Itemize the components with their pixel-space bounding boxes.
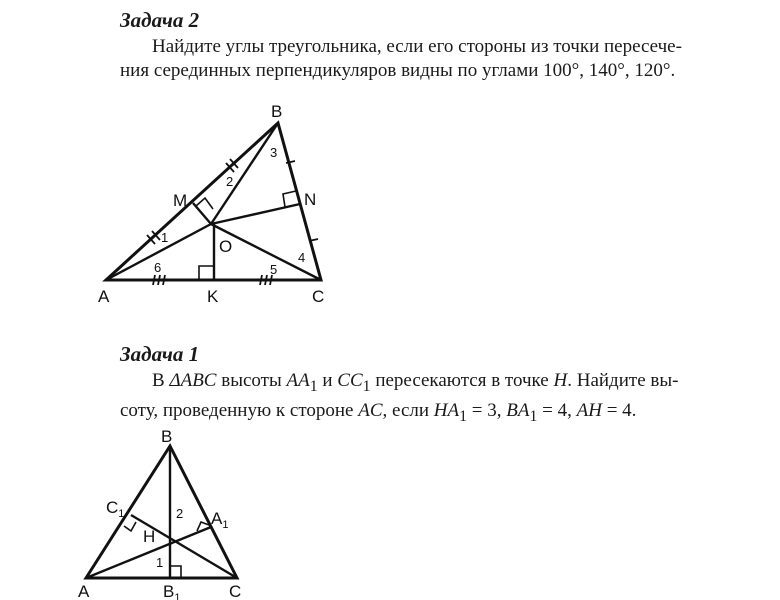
right-angle-mark-c1 (124, 522, 136, 531)
text-fragment: = 3, (467, 399, 507, 421)
text-fragment: . Найдите вы- (567, 370, 679, 391)
right-angle-mark-b1 (170, 566, 181, 578)
subscript: 1 (362, 377, 371, 395)
label-vertex-b: B (271, 102, 283, 121)
label-point-h: H (143, 527, 156, 546)
segment-ha1: HA (433, 399, 460, 421)
text-fragment: , если (382, 399, 434, 421)
subscript: 1 (459, 407, 468, 425)
problem-2-line-2: ния серединных перпендикуляров видны по углами 100°, 140°, 120°. (120, 60, 676, 81)
label-vertex-a: A (98, 287, 110, 306)
label-angle-1: 1 (156, 555, 164, 570)
problem-2-title: Задача 2 (120, 8, 200, 32)
label-angle-1: 1 (161, 230, 169, 245)
label-angle-3: 3 (270, 145, 278, 160)
label-point-m: M (173, 191, 188, 210)
label-angle-4: 4 (298, 250, 306, 265)
segment-cc1: CC (337, 370, 363, 391)
label-point-a1: $A_1$ (211, 509, 229, 531)
label-angle-2: 2 (226, 174, 234, 189)
text-fragment: и (317, 370, 338, 391)
label-point-o: O (219, 237, 233, 256)
label-angle-2: 2 (176, 506, 184, 521)
label-vertex-c: C (229, 582, 242, 600)
label-angle-5: 5 (270, 262, 278, 277)
triangle-abc-notation: ΔABC (169, 370, 217, 391)
text-fragment: = 4, (537, 399, 577, 421)
label-point-b1: $B_1$ (163, 582, 181, 600)
text-fragment: В (152, 370, 170, 391)
label-vertex-c: C (312, 287, 325, 306)
side-ac-notation: AC (358, 399, 383, 421)
segment-ah: AH (576, 399, 602, 421)
problem-1-title: Задача 1 (120, 342, 200, 366)
point-h-notation: H (553, 370, 568, 391)
label-point-n: N (304, 190, 317, 209)
problem-2-line-1: Найдите углы треугольника, если его стороны из точки пересече- (152, 36, 682, 57)
label-angle-6: 6 (154, 260, 162, 275)
label-vertex-b: B (161, 427, 173, 446)
label-vertex-a: A (78, 582, 90, 600)
subscript: 1 (529, 407, 538, 425)
label-point-k: K (207, 287, 219, 306)
segment-aa1: AA (286, 370, 310, 391)
text-fragment: соту, проведенную к стороне (120, 399, 359, 421)
text-fragment: пересекаются в точке (370, 370, 554, 391)
text-fragment: высоты (216, 370, 287, 391)
text-fragment: = 4. (601, 399, 637, 421)
segment-ba1: BA (506, 399, 530, 421)
label-point-c1: $C_1$ (106, 498, 125, 520)
subscript: 1 (309, 377, 318, 395)
